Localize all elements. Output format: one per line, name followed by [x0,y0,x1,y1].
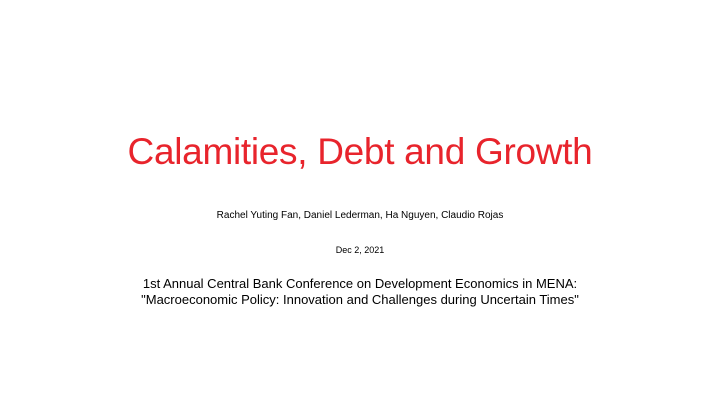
slide-title: Calamities, Debt and Growth [127,131,593,172]
conference-theme: "Macroeconomic Policy: Innovation and Challenges during Uncertain Times" [141,292,579,307]
conference-info [0,276,720,308]
authors-line: Rachel Yuting Fan, Daniel Lederman, Ha Nguyen, Claudio Rojas [216,210,504,221]
presentation-date: Dec 2, 2021 [335,245,385,255]
conference-name: 1st Annual Central Bank Conference on Development Economics in MENA: [142,276,578,291]
